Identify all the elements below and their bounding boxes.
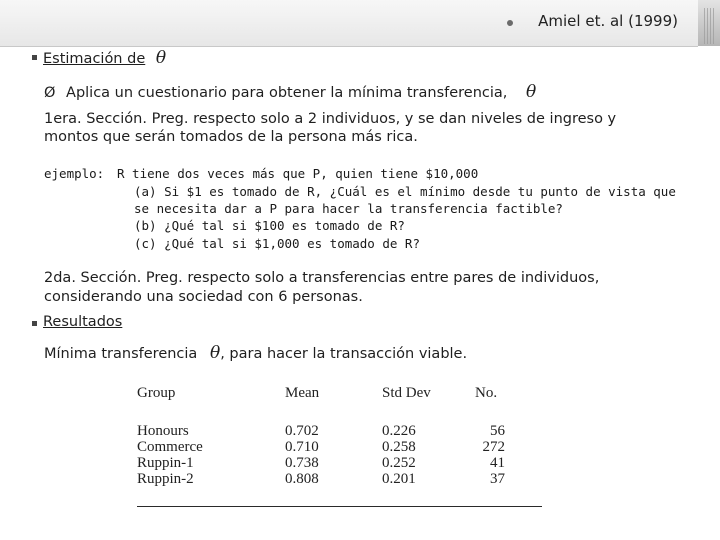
theta-symbol: θ bbox=[526, 82, 537, 102]
header-bar bbox=[0, 0, 720, 46]
cell-std-dev: 0.226 bbox=[382, 422, 416, 439]
cell-group: Honours bbox=[137, 422, 189, 439]
table-row bbox=[137, 455, 505, 471]
results-table bbox=[137, 385, 505, 487]
theta-symbol: θ bbox=[209, 343, 221, 363]
example-question-a-line2: se necesita dar a P para hacer la transferencia factible? bbox=[134, 201, 563, 216]
column-header-std-dev: Std Dev bbox=[382, 385, 431, 401]
column-header-no: No. bbox=[475, 385, 498, 401]
section-resultados: Resultados bbox=[43, 314, 123, 330]
point-cuestionario-text: Aplica un cuestionario para obtener la mínima transferencia, bbox=[66, 85, 508, 101]
minimum-suffix: , para hacer la transacción viable. bbox=[220, 346, 468, 362]
column-header-mean: Mean bbox=[285, 385, 320, 401]
table-row bbox=[137, 471, 505, 487]
square-bullet-icon bbox=[32, 321, 37, 326]
cell-std-dev: 0.201 bbox=[382, 470, 416, 487]
minimum-prefix: Mínima transferencia bbox=[44, 346, 198, 362]
table-bottom-rule bbox=[137, 506, 542, 507]
cell-group: Ruppin-2 bbox=[137, 470, 194, 487]
part1-line2: montos que serán tomados de la persona más rica. bbox=[44, 129, 418, 145]
cell-group: Commerce bbox=[137, 438, 203, 455]
cell-mean: 0.710 bbox=[285, 438, 319, 455]
arrow-bullet-icon: Ø bbox=[44, 85, 56, 101]
example-question-a-line1: (a) Si $1 es tomado de R, ¿Cuál es el mínimo desde tu punto de vista que bbox=[134, 184, 676, 199]
cell-no: 41 bbox=[490, 454, 505, 471]
cell-no: 272 bbox=[482, 438, 505, 455]
table-spacer-row bbox=[137, 407, 505, 423]
header-bullet-icon bbox=[507, 20, 513, 26]
cell-std-dev: 0.252 bbox=[382, 454, 416, 471]
theta-symbol: θ bbox=[155, 48, 167, 68]
header-decoration bbox=[704, 8, 716, 44]
part1-line1: 1era. Sección. Preg. respecto solo a 2 individuos, y se dan niveles de ingreso y bbox=[44, 111, 617, 127]
minimum-transfer-line bbox=[44, 343, 467, 363]
column-header-group: Group bbox=[137, 385, 176, 401]
part2-line1: 2da. Sección. Preg. respecto solo a transferencias entre pares de individuos, bbox=[44, 270, 600, 286]
table-row bbox=[137, 423, 505, 439]
example-label: ejemplo: bbox=[44, 166, 105, 181]
part2-line2: considerando una sociedad con 6 personas. bbox=[44, 289, 363, 305]
cell-mean: 0.808 bbox=[285, 470, 319, 487]
cell-no: 37 bbox=[490, 470, 505, 487]
example-question-b: (b) ¿Qué tal si $100 es tomado de R? bbox=[134, 218, 405, 233]
section-estimacion bbox=[43, 48, 166, 68]
table-header-row bbox=[137, 385, 505, 407]
example-question-c: (c) ¿Qué tal si $1,000 es tomado de R? bbox=[134, 236, 420, 251]
example-intro: R tiene dos veces más que P, quien tiene $10,000 bbox=[117, 166, 479, 181]
header-citation: Amiel et. al (1999) bbox=[538, 12, 678, 30]
point-cuestionario bbox=[44, 82, 536, 102]
cell-mean: 0.738 bbox=[285, 454, 319, 471]
square-bullet-icon bbox=[32, 55, 37, 60]
cell-mean: 0.702 bbox=[285, 422, 319, 439]
cell-std-dev: 0.258 bbox=[382, 438, 416, 455]
cell-group: Ruppin-1 bbox=[137, 454, 194, 471]
table-row bbox=[137, 439, 505, 455]
section-estimacion-label: Estimación de bbox=[43, 51, 146, 67]
cell-no: 56 bbox=[490, 422, 505, 439]
